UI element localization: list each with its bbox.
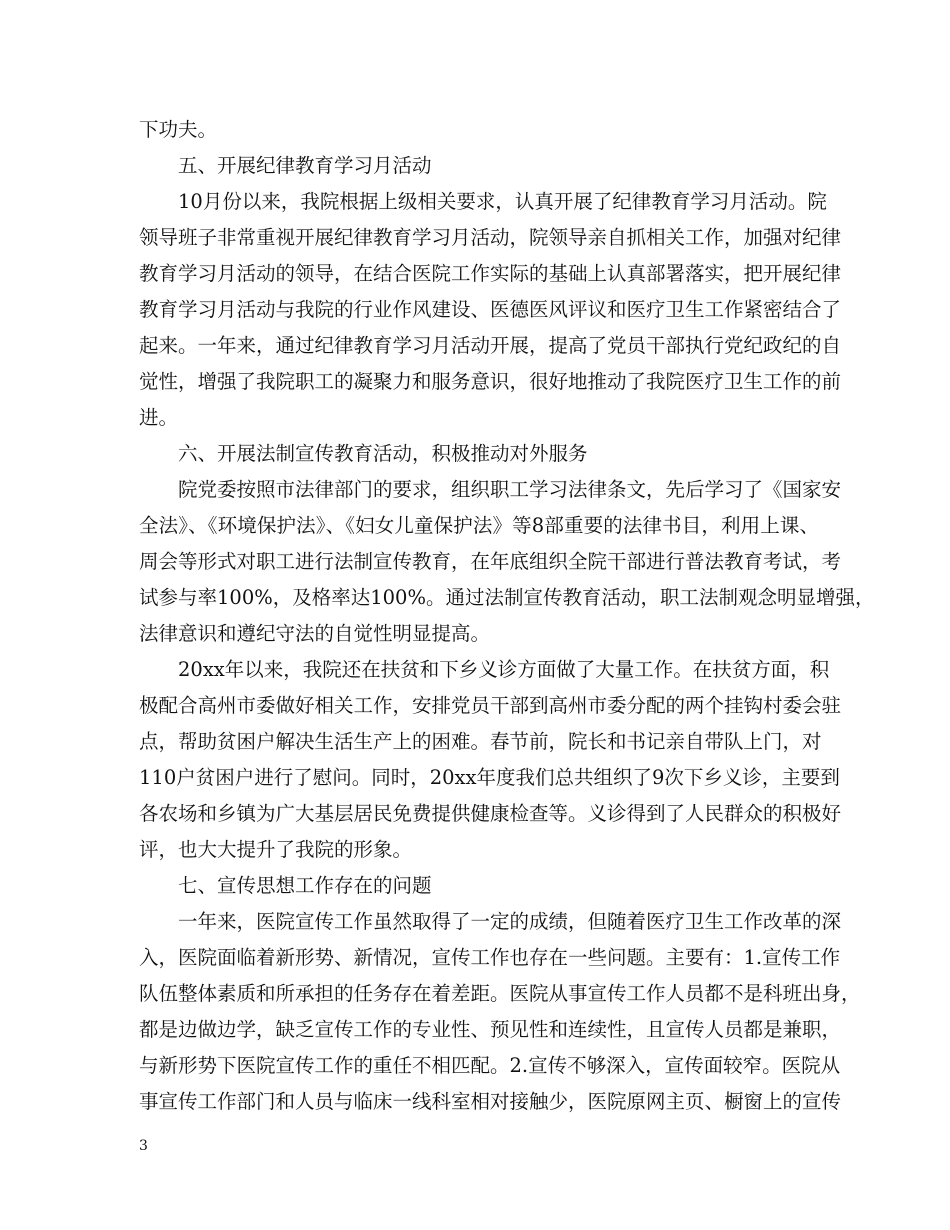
text-line: 评，也大大提升了我院的形象。 xyxy=(139,838,413,861)
text-line: 都是边做边学，缺乏宣传工作的专业性、预见性和连续性，且宣传人员都是兼职， xyxy=(139,1018,842,1041)
section-heading: 六、开展法制宣传教育活动，积极推动对外服务 xyxy=(178,442,588,465)
text-line: 周会等形式对职工进行法制宣传教育，在年底组织全院干部进行普法教育考试，考 xyxy=(139,550,842,573)
text-line: 入，医院面临着新形势、新情况，宣传工作也存在一些问题。主要有：1.宣传工作 xyxy=(139,946,841,969)
text-line: 试参与率100%，及格率达100%。通过法制宣传教育活动，职工法制观念明显增强， xyxy=(139,586,875,609)
text-line: 点，帮助贫困户解决生活生产上的困难。春节前，院长和书记亲自带队上门，对 xyxy=(139,730,822,753)
text-line: 觉性，增强了我院职工的凝聚力和服务意识，很好地推动了我院医疗卫生工作的前 xyxy=(139,370,842,393)
text-line: 队伍整体素质和所承担的任务存在着差距。医院从事宣传工作人员都不是科班出身， xyxy=(139,982,861,1005)
text-line: 各农场和乡镇为广大基层居民免费提供健康检查等。义诊得到了人民群众的积极好 xyxy=(139,802,842,825)
text-line: 与新形势下医院宣传工作的重任不相匹配。2.宣传不够深入，宣传面较窄。医院从 xyxy=(139,1054,841,1077)
text-line: 起来。一年来，通过纪律教育学习月活动开展，提高了党员干部执行党纪政纪的自 xyxy=(139,334,842,357)
text-line: 进。 xyxy=(139,406,179,429)
text-line: 法律意识和遵纪守法的自觉性明显提高。 xyxy=(139,622,491,645)
text-line: 20xx年以来，我院还在扶贫和下乡义诊方面做了大量工作。在扶贫方面，积 xyxy=(178,658,830,681)
text-line: 教育学习月活动与我院的行业作风建设、医德医风评议和医疗卫生工作紧密结合了 xyxy=(139,298,842,321)
text-line: 下功夫。 xyxy=(139,118,218,141)
text-line: 全法》、《环境保护法》、《妇女儿童保护法》等8部重要的法律书目，利用上课、 xyxy=(139,514,819,537)
text-line: 领导班子非常重视开展纪律教育学习月活动，院领导亲自抓相关工作，加强对纪律 xyxy=(139,226,842,249)
text-line: 一年来，医院宣传工作虽然取得了一定的成绩，但随着医疗卫生工作改革的深 xyxy=(178,910,842,933)
text-line: 极配合高州市委做好相关工作，安排党员干部到高州市委分配的两个挂钩村委会驻 xyxy=(139,694,842,717)
text-line: 10月份以来，我院根据上级相关要求，认真开展了纪律教育学习月活动。院 xyxy=(178,190,827,213)
section-heading: 五、开展纪律教育学习月活动 xyxy=(178,154,432,177)
text-line: 院党委按照市法律部门的要求，组织职工学习法律条文，先后学习了《国家安 xyxy=(178,478,842,501)
text-line: 教育学习月活动的领导，在结合医院工作实际的基础上认真部署落实，把开展纪律 xyxy=(139,262,842,285)
text-line: 事宣传工作部门和人员与临床一线科室相对接触少，医院原网主页、橱窗上的宣传 xyxy=(139,1090,842,1113)
page-number: 3 xyxy=(139,1138,148,1154)
text-line: 110户贫困户进行了慰问。同时，20xx年度我们总共组织了9次下乡义诊，主要到 xyxy=(139,766,840,789)
section-heading: 七、宣传思想工作存在的问题 xyxy=(178,874,432,897)
